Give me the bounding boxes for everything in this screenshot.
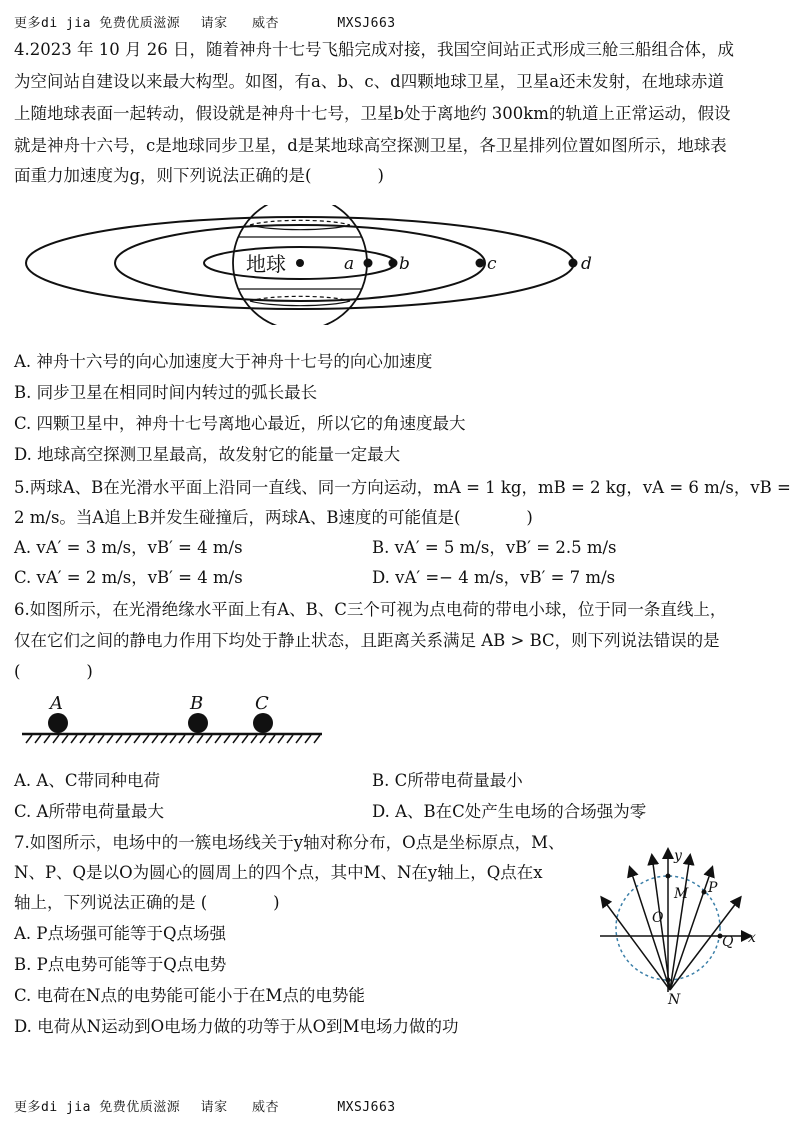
orbit-figure bbox=[20, 205, 610, 325]
q4-line-1: 4.2023 年 10 月 26 日，随着神舟十七号飞船完成对接，我国空间站正式形成三舱三船组合体，成 bbox=[14, 40, 734, 59]
q4-line-3: 上随地球表面一起转动，假设就是神舟十七号，卫星b处于离地约 300km的轨道上正常运动，假设 bbox=[14, 104, 731, 123]
surface-hatch bbox=[80, 735, 86, 743]
label-c: c bbox=[487, 254, 497, 274]
footer-left: 更多di jia 免费优质滋源 bbox=[14, 1100, 181, 1115]
label-n: N bbox=[668, 992, 681, 1007]
q4-option-a: A. 神舟十六号的向心加速度大于神舟十七号的向心加速度 bbox=[14, 352, 433, 371]
footer-mid1: 请家 bbox=[200, 1100, 228, 1115]
ball-a bbox=[48, 713, 68, 733]
surface-hatch bbox=[26, 735, 32, 743]
q7-option-a: A. P点场强可能等于Q点场强 bbox=[14, 924, 227, 943]
satellite-a-dot bbox=[364, 259, 373, 268]
q6-option-a: A. A、C带同种电荷 bbox=[14, 771, 160, 790]
q5-line-2: 2 m/s。当A追上B并发生碰撞后，两球A、B速度的可能值是( ) bbox=[14, 508, 533, 527]
surface-hatch bbox=[233, 735, 239, 743]
header-mid2: 威杏 bbox=[251, 16, 279, 31]
q7-line-2: N、P、Q是以O为圆心的圆周上的四个点，其中M、N在y轴上，Q点在x bbox=[14, 863, 543, 882]
surface-hatch bbox=[170, 735, 176, 743]
surface-hatch bbox=[152, 735, 158, 743]
q6-line-3: ( ) bbox=[14, 662, 93, 681]
q6-option-d: D. A、B在C处产生电场的合场强为零 bbox=[372, 802, 647, 821]
surface-hatch bbox=[35, 735, 41, 743]
surface-hatch bbox=[296, 735, 302, 743]
satellite-d-dot bbox=[569, 259, 578, 268]
point-m bbox=[666, 874, 671, 879]
surface-hatch bbox=[116, 735, 122, 743]
ball-b bbox=[188, 713, 208, 733]
ball-c bbox=[253, 713, 273, 733]
label-b: b bbox=[399, 254, 410, 274]
surface-hatch bbox=[251, 735, 257, 743]
q4-option-b: B. 同步卫星在相同时间内转过的弧长最长 bbox=[14, 383, 318, 402]
q5-option-b: B. vA′ = 5 m/s，vB′ = 2.5 m/s bbox=[372, 538, 617, 557]
surface-hatch bbox=[188, 735, 194, 743]
satellite-c-dot bbox=[476, 259, 485, 268]
header-code: MXSJ663 bbox=[337, 16, 396, 31]
label-ball-c: C bbox=[255, 693, 269, 714]
q7-option-b: B. P点电势可能等于Q点电势 bbox=[14, 955, 227, 974]
satellite-b-dot bbox=[389, 259, 398, 268]
q4-line-2: 为空间站自建设以来最大构型。如图，有a、b、c、d四颗地球卫星，卫星a还未发射，在地球赤道 bbox=[14, 72, 725, 91]
surface-hatch bbox=[242, 735, 248, 743]
point-p bbox=[702, 890, 707, 895]
page-footer bbox=[14, 1096, 396, 1115]
surface-hatch bbox=[260, 735, 266, 743]
q7-line-3: 轴上，下列说法正确的是 ( ) bbox=[14, 893, 280, 912]
surface-hatch bbox=[215, 735, 221, 743]
q4-line-4: 就是神舟十六号，c是地球同步卫星，d是某地球高空探测卫星，各卫星排列位置如图所示，地球表 bbox=[14, 136, 727, 155]
q6-option-b: B. C所带电荷量最小 bbox=[372, 771, 523, 790]
surface-hatch bbox=[278, 735, 284, 743]
label-q: Q bbox=[722, 934, 734, 950]
label-x: x bbox=[748, 930, 756, 946]
label-o: O bbox=[652, 910, 664, 926]
q6-line-1: 6.如图所示，在光滑绝缘水平面上有A、B、C三个可视为点电荷的带电小球，位于同一条直线上， bbox=[14, 600, 727, 619]
footer-mid2: 威杏 bbox=[251, 1100, 279, 1115]
q5-option-a: A. vA′ = 3 m/s，vB′ = 4 m/s bbox=[14, 538, 243, 557]
footer-code: MXSJ663 bbox=[337, 1100, 396, 1115]
q4-line-5: 面重力加速度为g，则下列说法正确的是( ) bbox=[14, 166, 384, 185]
surface-hatch bbox=[161, 735, 167, 743]
surface-hatch bbox=[314, 735, 320, 743]
q5-line-1: 5.两球A、B在光滑水平面上沿同一直线、同一方向运动，mA = 1 kg，mB = 2 kg，vA = 6 m/s，vB = bbox=[14, 478, 791, 497]
page-header bbox=[14, 12, 396, 31]
surface-hatch bbox=[62, 735, 68, 743]
q7-line-1: 7.如图所示，电场中的一簇电场线关于y轴对称分布，O点是坐标原点，M、 bbox=[14, 833, 565, 852]
earth-center-dot bbox=[296, 259, 304, 267]
q5-option-c: C. vA′ = 2 m/s，vB′ = 4 m/s bbox=[14, 568, 243, 587]
charges-figure bbox=[18, 692, 328, 748]
surface-hatch bbox=[71, 735, 77, 743]
label-ball-a: A bbox=[50, 693, 63, 714]
label-y: y bbox=[674, 848, 682, 864]
surface-hatch bbox=[269, 735, 275, 743]
surface-hatch bbox=[134, 735, 140, 743]
surface-hatch bbox=[287, 735, 293, 743]
q6-line-2: 仅在它们之间的静电力作用下均处于静止状态，且距离关系满足 AB > BC，则下列说法错误的是 bbox=[14, 631, 720, 650]
label-p: P bbox=[708, 880, 718, 896]
surface-hatch bbox=[179, 735, 185, 743]
surface-hatch bbox=[143, 735, 149, 743]
label-a: a bbox=[344, 254, 355, 274]
surface-hatch bbox=[224, 735, 230, 743]
q7-option-c: C. 电荷在N点的电势能可能小于在M点的电势能 bbox=[14, 986, 365, 1005]
label-earth: 地球 bbox=[246, 252, 286, 276]
label-d: d bbox=[581, 254, 592, 274]
surface-hatch bbox=[206, 735, 212, 743]
q4-option-d: D. 地球高空探测卫星最高，故发射它的能量一定最大 bbox=[14, 445, 401, 464]
header-left: 更多di jia 免费优质滋源 bbox=[14, 16, 181, 31]
surface-hatch bbox=[98, 735, 104, 743]
surface-hatch bbox=[107, 735, 113, 743]
point-n bbox=[666, 978, 671, 983]
surface-hatch bbox=[305, 735, 311, 743]
label-ball-b: B bbox=[190, 693, 204, 714]
surface-hatch bbox=[89, 735, 95, 743]
surface-hatch bbox=[197, 735, 203, 743]
field-figure bbox=[590, 842, 770, 1007]
surface-hatch bbox=[44, 735, 50, 743]
header-mid1: 请家 bbox=[200, 16, 228, 31]
q6-option-c: C. A所带电荷量最大 bbox=[14, 802, 164, 821]
surface-hatch bbox=[53, 735, 59, 743]
q7-option-d: D. 电荷从N运动到O电场力做的功等于从O到M电场力做的功 bbox=[14, 1017, 459, 1036]
surface-hatch bbox=[125, 735, 131, 743]
q4-option-c: C. 四颗卫星中，神舟十七号离地心最近，所以它的角速度最大 bbox=[14, 414, 466, 433]
label-m: M bbox=[674, 886, 689, 902]
q5-option-d: D. vA′ =− 4 m/s，vB′ = 7 m/s bbox=[372, 568, 616, 587]
